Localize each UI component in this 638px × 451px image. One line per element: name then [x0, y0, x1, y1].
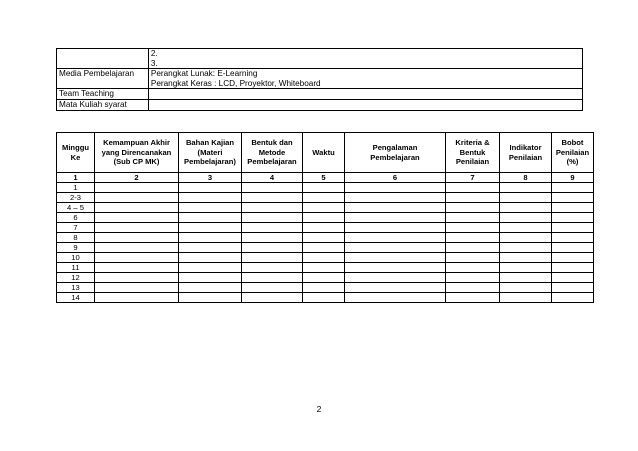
- empty-cell: [303, 183, 345, 193]
- column-number: 3: [179, 173, 242, 183]
- column-number: 7: [446, 173, 500, 183]
- info-label: [57, 49, 149, 69]
- table-row: [57, 253, 594, 263]
- week-cell: 7: [57, 223, 95, 233]
- empty-cell: [552, 273, 594, 283]
- info-row: [57, 69, 583, 89]
- empty-cell: [242, 213, 303, 223]
- empty-cell: [446, 253, 500, 263]
- column-header: [179, 133, 242, 173]
- column-header-line: Indikator: [509, 142, 542, 152]
- info-label: Team Teaching: [57, 89, 149, 100]
- empty-cell: [552, 243, 594, 253]
- column-header: [57, 133, 95, 173]
- empty-cell: [500, 263, 552, 273]
- column-header-line: Pembelajaran: [247, 157, 297, 167]
- column-number-row: [57, 173, 594, 183]
- empty-cell: [345, 213, 446, 223]
- empty-cell: [303, 233, 345, 243]
- empty-cell: [242, 293, 303, 303]
- empty-cell: [500, 243, 552, 253]
- empty-cell: [179, 193, 242, 203]
- info-row: [57, 49, 583, 69]
- table-row: [57, 293, 594, 303]
- table-row: [57, 183, 594, 193]
- week-cell: 10: [57, 253, 95, 263]
- empty-cell: [345, 223, 446, 233]
- week-cell: 14: [57, 293, 95, 303]
- empty-cell: [446, 223, 500, 233]
- table-row: [57, 193, 594, 203]
- info-value-line: 2.: [150, 49, 158, 58]
- empty-cell: [95, 283, 179, 293]
- table-row: [57, 243, 594, 253]
- week-cell: 9: [57, 243, 95, 253]
- column-number: 2: [95, 173, 179, 183]
- empty-cell: [95, 213, 179, 223]
- empty-cell: [242, 253, 303, 263]
- week-cell: 2-3: [57, 193, 95, 203]
- empty-cell: [95, 223, 179, 233]
- info-table-body: [57, 49, 583, 111]
- empty-cell: [446, 243, 500, 253]
- empty-cell: [345, 293, 446, 303]
- column-number: 5: [303, 173, 345, 183]
- empty-cell: [552, 233, 594, 243]
- empty-cell: [552, 263, 594, 273]
- empty-cell: [446, 213, 500, 223]
- empty-cell: [242, 183, 303, 193]
- empty-cell: [242, 223, 303, 233]
- empty-cell: [446, 183, 500, 193]
- empty-cell: [552, 283, 594, 293]
- table-row: [57, 223, 594, 233]
- empty-cell: [446, 203, 500, 213]
- table-row: [57, 263, 594, 273]
- empty-cell: [179, 203, 242, 213]
- table-row: [57, 273, 594, 283]
- empty-cell: [95, 193, 179, 203]
- info-table: [56, 48, 583, 111]
- column-number: 9: [552, 173, 594, 183]
- empty-cell: [345, 263, 446, 273]
- column-header: [95, 133, 179, 173]
- week-cell: 12: [57, 273, 95, 283]
- empty-cell: [552, 203, 594, 213]
- column-number: 4: [242, 173, 303, 183]
- empty-cell: [95, 183, 179, 193]
- week-cell: 6: [57, 213, 95, 223]
- empty-cell: [179, 183, 242, 193]
- column-header-line: Bahan Kajian: [185, 137, 235, 147]
- week-cell: 1: [57, 183, 95, 193]
- empty-cell: [95, 273, 179, 283]
- info-label: Media Pembelajaran: [57, 69, 149, 89]
- column-header-line: Ke: [70, 152, 81, 162]
- empty-cell: [552, 223, 594, 233]
- table-header-row: [57, 133, 594, 173]
- column-header-line: (Materi: [197, 147, 223, 157]
- empty-cell: [242, 193, 303, 203]
- info-value: [148, 69, 582, 89]
- column-header-line: Pembelajaran: [370, 152, 420, 162]
- column-header: [500, 133, 552, 173]
- column-number: 1: [57, 173, 95, 183]
- empty-cell: [552, 193, 594, 203]
- empty-cell: [179, 213, 242, 223]
- empty-cell: [95, 253, 179, 263]
- empty-cell: [345, 273, 446, 283]
- column-header: [446, 133, 500, 173]
- page-number: 2: [316, 404, 322, 414]
- column-header: [552, 133, 594, 173]
- empty-cell: [179, 233, 242, 243]
- empty-cell: [179, 273, 242, 283]
- column-header-line: Waktu: [312, 147, 335, 157]
- empty-cell: [95, 233, 179, 243]
- empty-cell: [179, 283, 242, 293]
- column-header-line: Bobot: [561, 137, 584, 147]
- empty-cell: [95, 293, 179, 303]
- column-header-line: Penilaian: [455, 157, 490, 167]
- empty-cell: [95, 263, 179, 273]
- empty-cell: [303, 243, 345, 253]
- column-header: [345, 133, 446, 173]
- empty-cell: [303, 263, 345, 273]
- table-row: [57, 283, 594, 293]
- info-label: Mata Kuliah syarat: [57, 99, 149, 110]
- column-header: [242, 133, 303, 173]
- empty-cell: [500, 213, 552, 223]
- rps-weekly-table: [56, 132, 594, 303]
- empty-cell: [446, 293, 500, 303]
- empty-cell: [552, 183, 594, 193]
- column-header-line: (%): [566, 157, 579, 167]
- empty-cell: [303, 253, 345, 263]
- empty-cell: [446, 273, 500, 283]
- empty-cell: [303, 293, 345, 303]
- empty-cell: [179, 243, 242, 253]
- empty-cell: [552, 253, 594, 263]
- week-cell: 8: [57, 233, 95, 243]
- info-value: [148, 99, 582, 110]
- empty-cell: [242, 263, 303, 273]
- info-value-line: [151, 100, 580, 110]
- info-row: [57, 89, 583, 100]
- empty-cell: [446, 233, 500, 243]
- empty-cell: [500, 203, 552, 213]
- column-header-line: Kemampuan Akhir: [103, 137, 170, 147]
- table-row: [57, 203, 594, 213]
- empty-cell: [500, 273, 552, 283]
- empty-cell: [242, 203, 303, 213]
- week-cell: 4 – 5: [57, 203, 95, 213]
- empty-cell: [500, 193, 552, 203]
- info-value-line: 3.: [150, 58, 158, 68]
- empty-cell: [303, 193, 345, 203]
- table-row: [57, 233, 594, 243]
- column-header-line: Minggu: [62, 142, 89, 152]
- info-value-line: Perangkat Keras : LCD, Proyektor, Whiteboard: [150, 78, 321, 88]
- column-header-line: Penilaian: [555, 147, 590, 157]
- column-header-line: (Sub CP MK): [113, 157, 160, 167]
- empty-cell: [95, 203, 179, 213]
- week-cell: 11: [57, 263, 95, 273]
- empty-cell: [303, 283, 345, 293]
- empty-cell: [179, 253, 242, 263]
- empty-cell: [446, 193, 500, 203]
- empty-cell: [446, 263, 500, 273]
- column-header-line: Metode: [258, 147, 286, 157]
- empty-cell: [345, 253, 446, 263]
- empty-cell: [242, 233, 303, 243]
- column-header: [303, 133, 345, 173]
- empty-cell: [552, 293, 594, 303]
- empty-cell: [500, 223, 552, 233]
- empty-cell: [303, 213, 345, 223]
- empty-cell: [500, 253, 552, 263]
- column-header-line: Penilaian: [508, 152, 543, 162]
- empty-cell: [242, 283, 303, 293]
- table-row: [57, 213, 594, 223]
- empty-cell: [345, 233, 446, 243]
- empty-cell: [179, 263, 242, 273]
- empty-cell: [303, 223, 345, 233]
- column-number: 6: [345, 173, 446, 183]
- column-header-line: Kriteria &: [455, 137, 490, 147]
- empty-cell: [552, 213, 594, 223]
- empty-cell: [500, 233, 552, 243]
- empty-cell: [95, 243, 179, 253]
- table-body: [57, 183, 594, 303]
- column-header-line: Bentuk dan: [251, 137, 293, 147]
- column-header-line: Pengalaman: [372, 142, 418, 152]
- empty-cell: [500, 283, 552, 293]
- empty-cell: [345, 193, 446, 203]
- column-header-line: Pembelajaran): [184, 157, 236, 167]
- empty-cell: [345, 283, 446, 293]
- info-row: [57, 99, 583, 110]
- empty-cell: [500, 293, 552, 303]
- empty-cell: [242, 243, 303, 253]
- empty-cell: [446, 283, 500, 293]
- info-value-line: Perangkat Lunak: E-Learning: [150, 69, 258, 79]
- empty-cell: [179, 223, 242, 233]
- week-cell: 13: [57, 283, 95, 293]
- empty-cell: [179, 293, 242, 303]
- column-header-line: Bentuk: [459, 147, 486, 157]
- empty-cell: [242, 273, 303, 283]
- empty-cell: [303, 203, 345, 213]
- empty-cell: [345, 243, 446, 253]
- empty-cell: [345, 203, 446, 213]
- column-number: 8: [500, 173, 552, 183]
- column-header-line: yang Direncanakan: [101, 147, 172, 157]
- empty-cell: [303, 273, 345, 283]
- empty-cell: [500, 183, 552, 193]
- info-value-line: [151, 89, 580, 99]
- empty-cell: [345, 183, 446, 193]
- info-value: [148, 89, 582, 100]
- info-value: [148, 49, 582, 69]
